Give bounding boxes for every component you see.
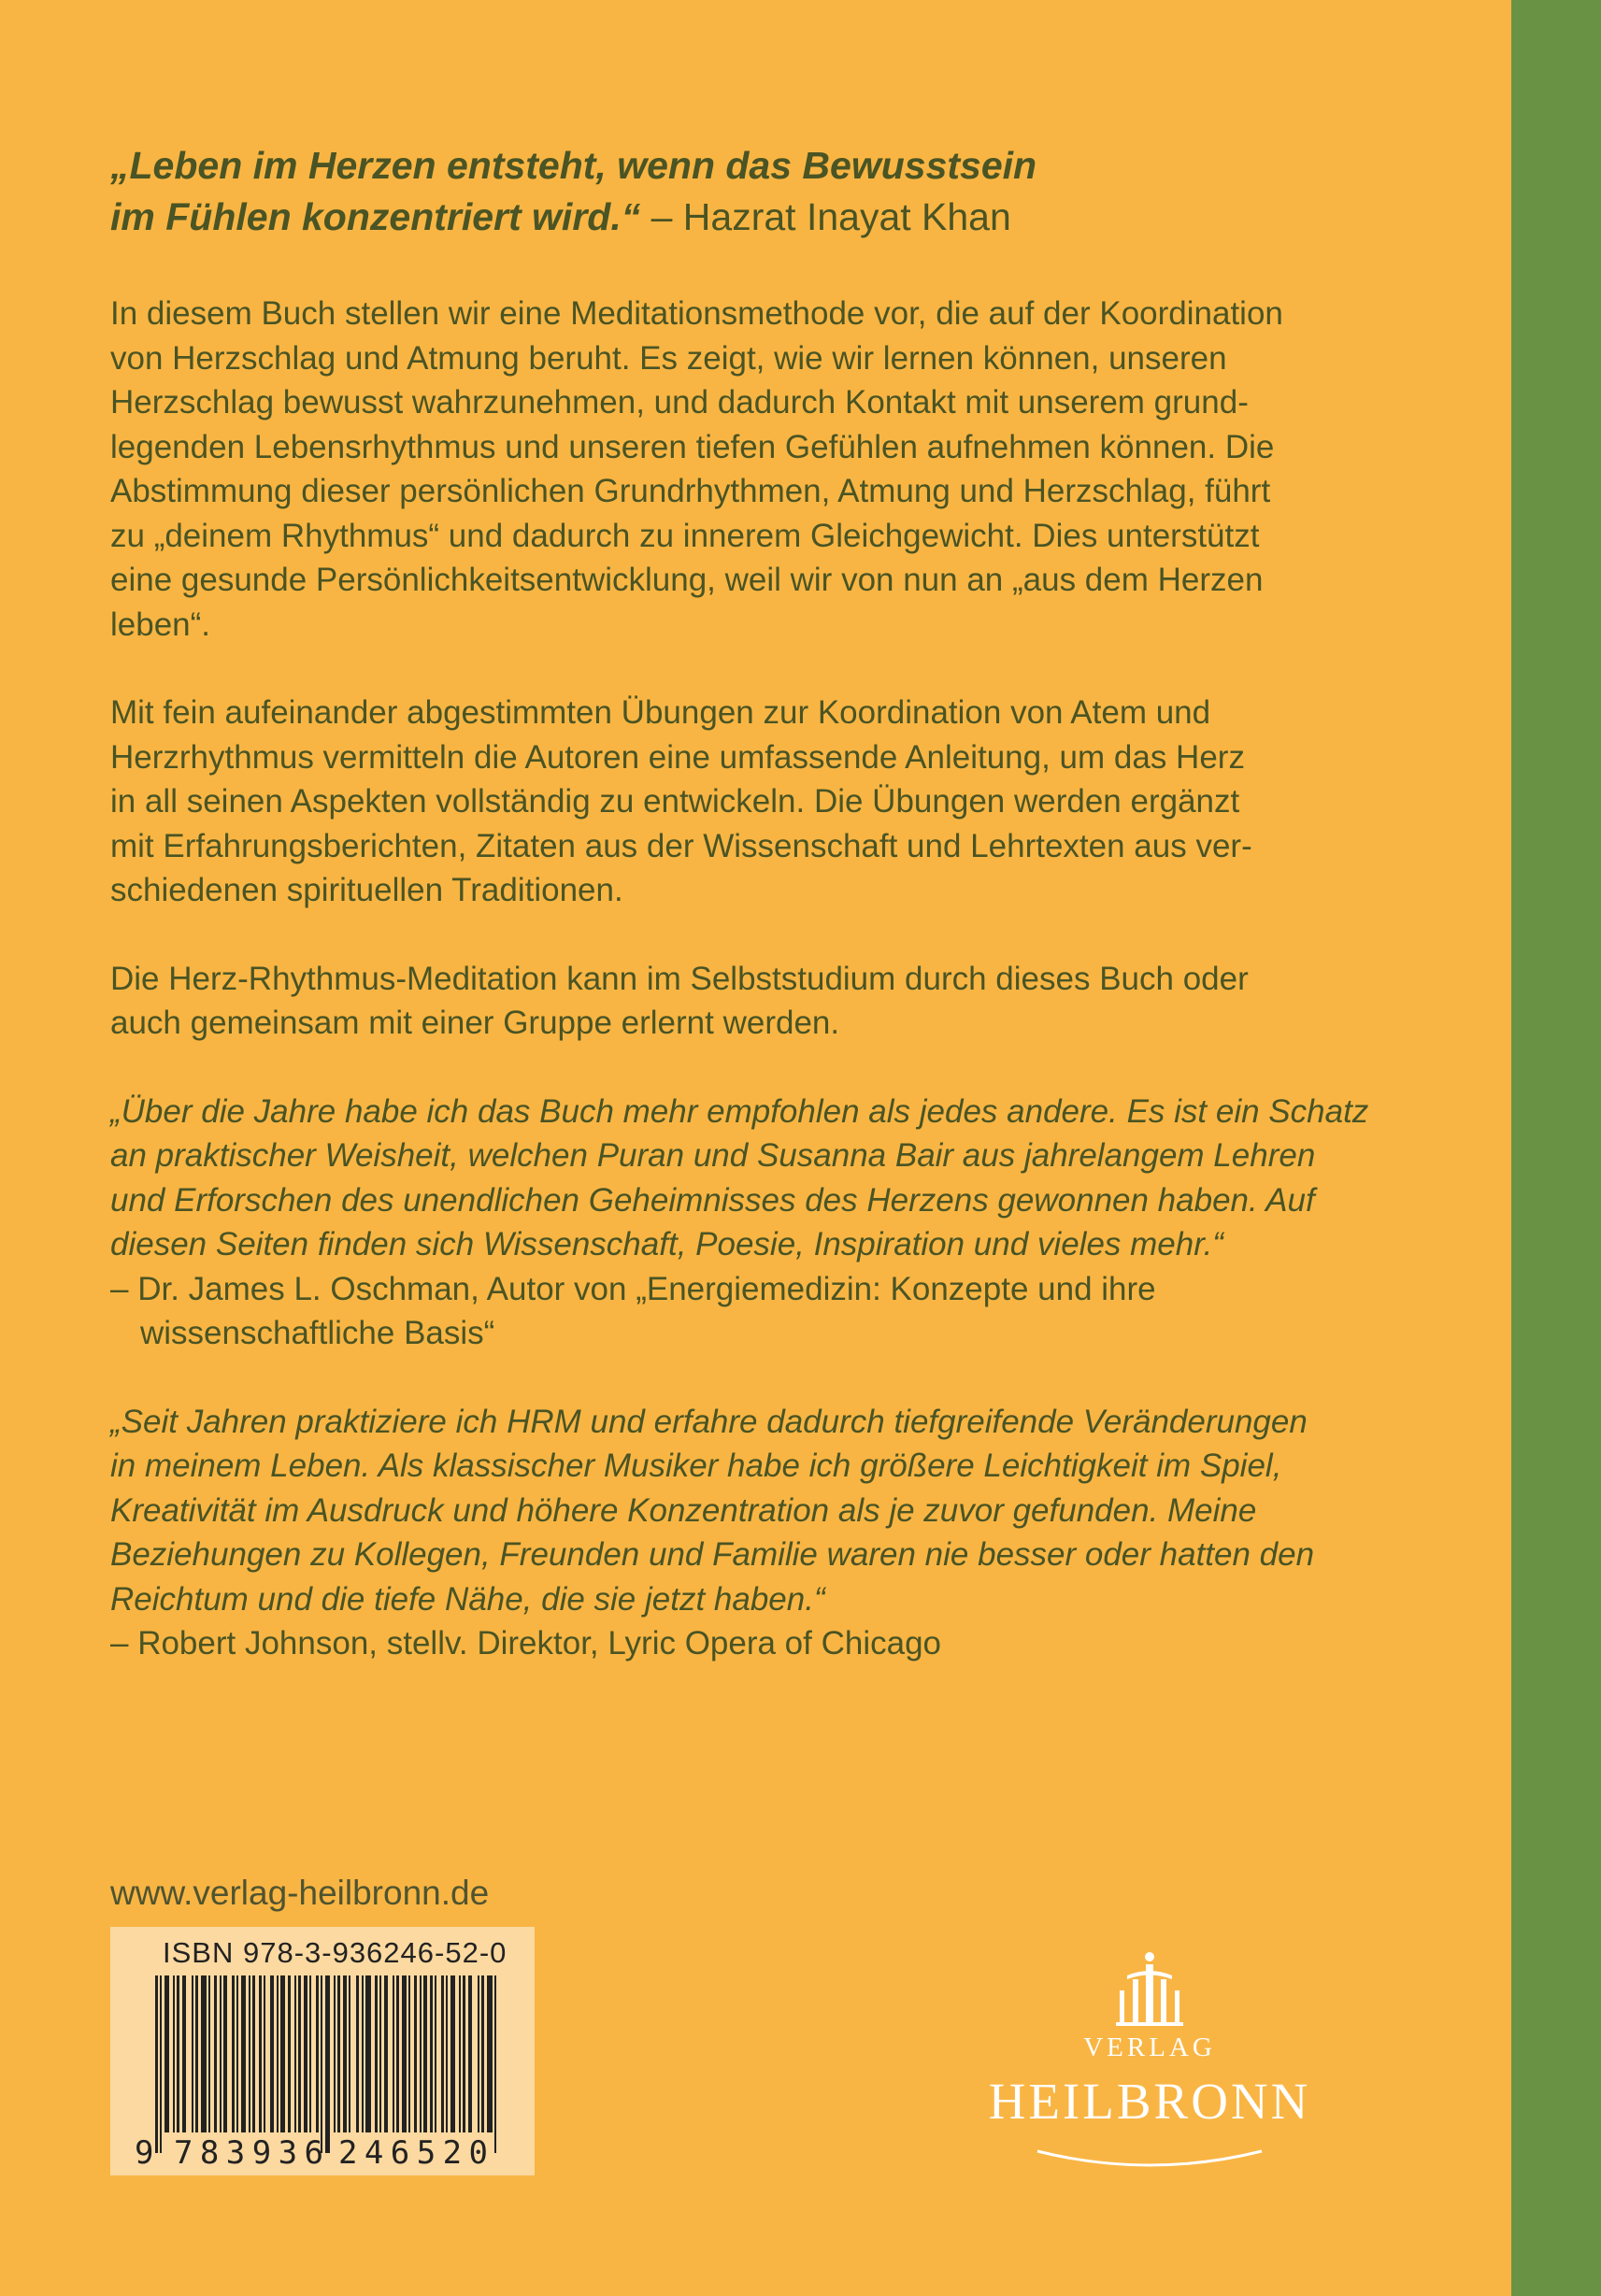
- barcode-bar: [337, 1975, 340, 2132]
- barcode-bar: [155, 1975, 158, 2153]
- source-line: wissenschaftliche Basis“: [140, 1315, 495, 1351]
- motto-author: – Hazrat Inayat Khan: [640, 195, 1011, 238]
- back-cover-text: [110, 140, 1409, 1710]
- barcode-bar: [423, 1975, 427, 2132]
- quote-line: in meinem Leben. Als klassischer Musiker habe ich größere Leichtigkeit im Spiel,: [110, 1447, 1282, 1484]
- barcode-bar: [182, 1975, 186, 2132]
- quote-line: und Erforschen des unendlichen Geheimnisses des Herzens gewonnen haben. Auf: [110, 1181, 1315, 1219]
- text-line: von Herzschlag und Atmung beruht. Es zeigt, wie wir lernen können, unseren: [110, 339, 1227, 377]
- barcode-bar: [334, 1975, 336, 2132]
- barcode-bar: [214, 1975, 217, 2132]
- barcode-bar: [494, 1975, 496, 2153]
- text-line: Abstimmung dieser persönlichen Grundrhythmen, Atmung und Herzschlag, führt: [110, 473, 1271, 509]
- barcode-bar: [316, 1975, 319, 2132]
- text-line: Mit fein aufeinander abgestimmten Übungen zur Koordination von Atem und: [110, 694, 1211, 731]
- barcode-bar: [173, 1975, 175, 2132]
- barcode-bar: [343, 1975, 347, 2132]
- publisher-logo: [963, 1944, 1337, 2168]
- barcode-bar: [223, 1975, 227, 2132]
- barcode-bar: [384, 1975, 388, 2132]
- barcode-bar: [487, 1975, 493, 2132]
- barcode-bar: [259, 1975, 262, 2132]
- barcode-bar: [375, 1975, 378, 2132]
- isbn-barcode: [110, 1927, 535, 2175]
- barcode-bar: [468, 1975, 472, 2132]
- barcode-bar: [208, 1975, 210, 2132]
- text-line: In diesem Buch stellen wir eine Meditationsmethode vor, die auf der Koordination: [110, 295, 1283, 332]
- publisher-name-line1: VERLAG: [1083, 2032, 1216, 2062]
- barcode-digits-right: 246520: [338, 2134, 488, 2172]
- isbn-label: ISBN 978-3-936246-52-0: [163, 1936, 507, 1969]
- publisher-name-line2: HEILBRONN: [988, 2073, 1311, 2130]
- text-line: eine gesunde Persönlichkeitsentwicklung, weil wir von nun an „aus dem Herzen: [110, 562, 1264, 598]
- quote-source: [110, 1267, 1409, 1356]
- barcode-bar: [177, 1975, 179, 2132]
- testimonial-johnson: [110, 1400, 1409, 1666]
- barcode-bar: [270, 1975, 274, 2132]
- barcode-bar: [252, 1975, 255, 2132]
- barcode-bar: [408, 1975, 410, 2132]
- barcode-bar: [201, 1975, 207, 2132]
- barcode-bar: [365, 1975, 371, 2132]
- quote-source: [110, 1621, 1409, 1666]
- barcode-bar: [420, 1975, 422, 2132]
- publisher-website: www.verlag-heilbronn.de: [110, 1874, 490, 1912]
- text-line: mit Erfahrungsberichten, Zitaten aus der Wissenschaft und Lehrtexten aus ver-: [110, 827, 1252, 864]
- barcode-bar: [220, 1975, 222, 2132]
- quote-line: Kreativität im Ausdruck und höhere Konzentration als je zuvor gefunden. Meine: [110, 1491, 1257, 1529]
- source-line: – Dr. James L. Oschman, Autor von „Energiemedizin: Konzepte und ihre: [110, 1270, 1156, 1307]
- barcode-bar: [441, 1975, 444, 2132]
- text-line: Herzschlag bewusst wahrzunehmen, und dadurch Kontakt mit unserem grund-: [110, 384, 1249, 421]
- barcode-bar: [478, 1975, 479, 2132]
- quote-line: Beziehungen zu Kollegen, Freunden und Familie waren nie besser oder hatten den: [110, 1536, 1315, 1573]
- barcode-bar: [446, 1975, 448, 2132]
- barcode-digit-first: 9: [135, 2134, 154, 2172]
- testimonial-oschman: [110, 1090, 1409, 1356]
- barcode-bar: [192, 1975, 193, 2132]
- barcode-bar: [277, 1975, 279, 2132]
- barcode-bar: [236, 1975, 238, 2132]
- text-line: Die Herz-Rhythmus-Meditation kann im Selbststudium durch dieses Buch oder: [110, 960, 1249, 997]
- barcode-bar: [264, 1975, 265, 2132]
- motto: [110, 140, 1409, 243]
- barcode-bar: [164, 1975, 169, 2132]
- barcode-bar: [459, 1975, 461, 2132]
- barcode-bar: [309, 1975, 311, 2132]
- book-spine: [1511, 0, 1601, 2296]
- barcode-digits-left: 783936: [174, 2134, 323, 2172]
- text-line: zu „deinem Rhythmus“ und dadurch zu innerem Gleichgewicht. Dies unterstützt: [110, 517, 1260, 554]
- barcode-bar: [414, 1975, 417, 2132]
- quote-line: diesen Seiten finden sich Wissenschaft, Poesie, Inspiration und vieles mehr.“: [110, 1226, 1223, 1262]
- barcode-bar: [450, 1975, 455, 2132]
- motto-line-2: im Fühlen konzentriert wird.“: [110, 195, 641, 238]
- quote-line: „Seit Jahren praktiziere ich HRM und erfahre dadurch tiefgreifende Veränderungen: [110, 1403, 1308, 1440]
- barcode-bar: [160, 1975, 162, 2153]
- barcode-bar: [325, 1975, 330, 2153]
- barcode-bar: [280, 1975, 285, 2132]
- source-line: – Robert Johnson, stellv. Direktor, Lyric Opera of Chicago: [110, 1625, 942, 1661]
- barcode-bar: [430, 1975, 433, 2132]
- text-line: legenden Lebensrhythmus und unseren tiefen Gefühlen aufnehmen können. Die: [110, 428, 1275, 465]
- barcode-bar: [241, 1975, 246, 2132]
- barcode-bar: [232, 1975, 235, 2132]
- exercises-paragraph: [110, 691, 1409, 913]
- text-line: Herzrhythmus vermitteln die Autoren eine umfassende Anleitung, um das Herz: [110, 738, 1245, 776]
- quote-line: Reichtum und die tiefe Nähe, die sie jetzt haben.“: [110, 1580, 825, 1618]
- barcode-bar: [393, 1975, 394, 2132]
- barcode-bar: [298, 1975, 301, 2132]
- barcode-bar: [379, 1975, 381, 2132]
- barcode-bar: [249, 1975, 250, 2132]
- intro-paragraph: [110, 292, 1409, 647]
- text-line: leben“.: [110, 606, 211, 643]
- barcode-bar: [321, 1975, 322, 2153]
- barcode-bar: [195, 1975, 198, 2132]
- barcode-icon: [135, 1975, 518, 2172]
- text-line: auch gemeinsam mit einer Gruppe erlernt werden.: [110, 1005, 840, 1041]
- barcode-bar: [481, 1975, 484, 2132]
- text-line: in all seinen Aspekten vollständig zu entwickeln. Die Übungen werden ergänzt: [110, 783, 1240, 820]
- barcode-bar: [294, 1975, 296, 2132]
- barcode-bar: [463, 1975, 465, 2132]
- barcode-bar: [304, 1975, 307, 2132]
- barcode-bar: [362, 1975, 364, 2132]
- quote-line: „Über die Jahre habe ich das Buch mehr empfohlen als jedes andere. Es ist ein Schatz: [110, 1092, 1369, 1130]
- barcode-bar: [349, 1975, 350, 2132]
- motto-line-1: „Leben im Herzen entsteht, wenn das Bewusstsein: [110, 144, 1037, 187]
- barcode-bar: [356, 1975, 359, 2132]
- text-line: schiedenen spirituellen Traditionen.: [110, 872, 623, 908]
- quote-line: an praktischer Weisheit, welchen Puran und Susanna Bair aus jahrelangem Lehren: [110, 1137, 1316, 1174]
- study-paragraph: [110, 957, 1409, 1046]
- barcode-bar: [435, 1975, 436, 2132]
- barcode-bar: [402, 1975, 407, 2132]
- barcode-bar: [288, 1975, 291, 2132]
- barcode-bar: [396, 1975, 399, 2132]
